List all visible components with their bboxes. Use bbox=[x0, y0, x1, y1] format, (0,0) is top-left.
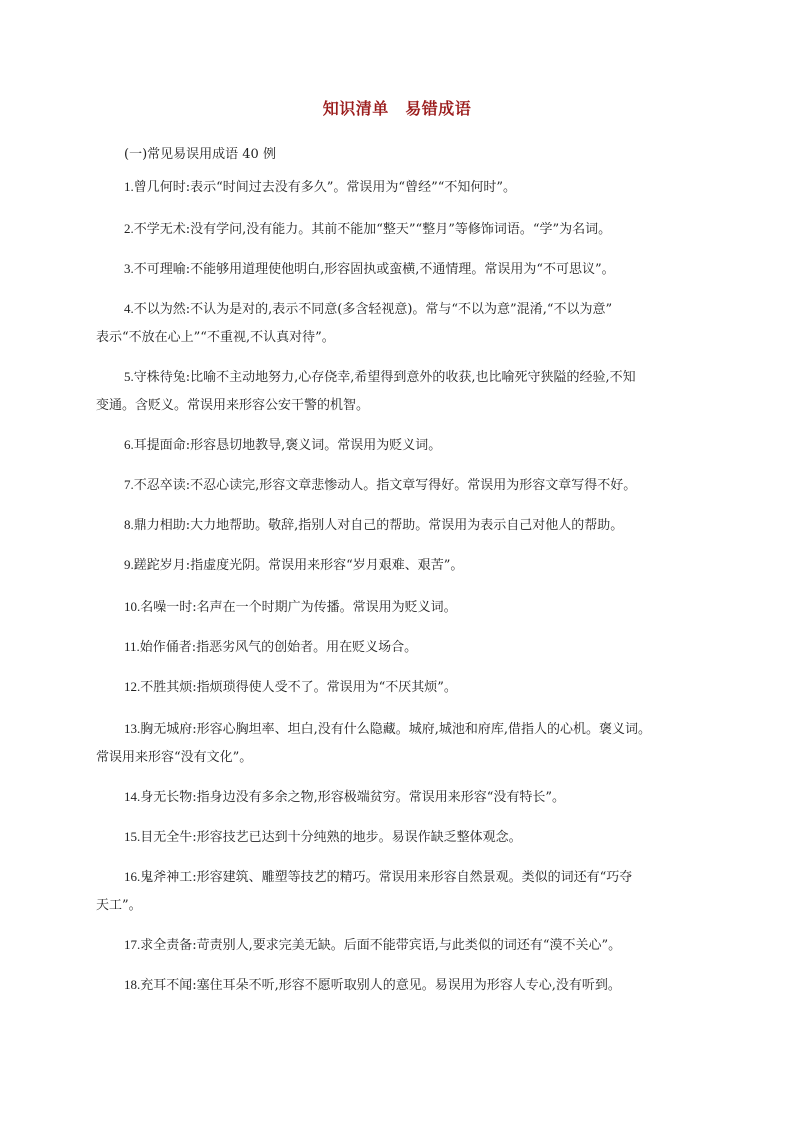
entry-number: 17. bbox=[124, 937, 141, 952]
idiom-entry bbox=[124, 594, 684, 621]
entry-number: 2. bbox=[124, 221, 134, 236]
idiom-entry bbox=[96, 864, 684, 919]
entry-text: 鬼斧神工:形容建筑、雕塑等技艺的精巧。常误用来形容自然景观。类似的词还有“巧夺 bbox=[140, 870, 633, 885]
entry-text: 充耳不闻:塞住耳朵不听,形容不愿听取别人的意见。易误用为形容人专心,没有听到。 bbox=[140, 978, 621, 993]
idiom-entry bbox=[124, 512, 684, 539]
entry-line bbox=[124, 932, 684, 959]
idiom-entry bbox=[124, 932, 684, 959]
entry-line bbox=[124, 364, 684, 391]
entry-text: 蹉跎岁月:指虚度光阴。常误用来形容“岁月艰难、艰苦”。 bbox=[133, 558, 464, 573]
entry-line bbox=[124, 472, 684, 499]
idiom-entry bbox=[124, 634, 684, 661]
entry-number: 3. bbox=[124, 261, 134, 276]
entry-number: 6. bbox=[124, 437, 134, 452]
entry-line bbox=[124, 864, 684, 891]
entry-number: 8. bbox=[124, 517, 134, 532]
entry-text: 鼎力相助:大力地帮助。敬辞,指别人对自己的帮助。常误用为表示自己对他人的帮助。 bbox=[133, 518, 624, 533]
idiom-entry bbox=[124, 674, 684, 701]
entry-line bbox=[124, 216, 684, 243]
idiom-entry bbox=[124, 432, 684, 459]
entry-text: 不以为然:不认为是对的,表示不同意(多含轻视意)。常与“不以为意”混淆,“不以为意” bbox=[133, 302, 613, 317]
entry-number: 12. bbox=[124, 679, 141, 694]
entry-text: 求全责备:苛责别人,要求完美无缺。后面不能带宾语,与此类似的词还有“漠不关心”。 bbox=[140, 938, 622, 953]
entry-line bbox=[124, 512, 684, 539]
entry-text: 曾几何时:表示“时间过去没有多久”。常误用为“曾经”“不知何时”。 bbox=[133, 180, 517, 195]
entry-text: 始作俑者:指恶劣风气的创始者。用在贬义场合。 bbox=[139, 640, 418, 655]
entry-continuation: 常误用来形容“没有文化”。 bbox=[96, 750, 253, 765]
idiom-entry bbox=[124, 784, 684, 811]
entry-number: 4. bbox=[124, 301, 134, 316]
section-heading: (一)常见易误用成语 40 例 bbox=[124, 147, 276, 162]
entry-number: 9. bbox=[124, 557, 134, 572]
entry-number: 15. bbox=[124, 829, 141, 844]
entry-number: 5. bbox=[124, 369, 134, 384]
entry-number: 10. bbox=[124, 599, 141, 614]
entry-text: 不可理喻:不能够用道理使他明白,形容固执或蛮横,不通情理。常误用为“不可思议”。 bbox=[133, 262, 615, 277]
entry-text: 耳提面命:形容恳切地教导,褒义词。常误用为贬义词。 bbox=[133, 438, 442, 453]
entry-line bbox=[124, 432, 684, 459]
entry-text: 不学无术:没有学问,没有能力。其前不能加“整天”“整月”等修饰词语。“学”为名词。 bbox=[133, 222, 612, 237]
entry-number: 18. bbox=[124, 977, 141, 992]
entry-line bbox=[124, 174, 684, 201]
entry-number: 16. bbox=[124, 869, 141, 884]
entry-text: 胸无城府:形容心胸坦率、坦白,没有什么隐藏。城府,城池和府库,借指人的心机。褒义词。 bbox=[140, 722, 652, 737]
entry-text: 不忍卒读:不忍心读完,形容文章悲惨动人。指文章写得好。常误用为形容文章写得不好。 bbox=[133, 478, 637, 493]
entry-line bbox=[124, 824, 684, 851]
entry-number: 13. bbox=[124, 721, 141, 736]
entry-line bbox=[124, 594, 684, 621]
entry-line bbox=[124, 972, 684, 999]
entry-line bbox=[124, 256, 684, 283]
entry-continuation: 变通。含贬义。常误用来形容公安干警的机智。 bbox=[96, 398, 370, 413]
idiom-entry bbox=[124, 174, 684, 201]
entry-continuation: 天工”。 bbox=[96, 898, 142, 913]
entry-number: 1. bbox=[124, 179, 134, 194]
page-title: 知识清单 易错成语 bbox=[322, 99, 472, 118]
idiom-entry bbox=[124, 256, 684, 283]
idiom-entry bbox=[124, 216, 684, 243]
idiom-entry bbox=[96, 364, 684, 419]
entry-number: 11. bbox=[124, 639, 140, 654]
entry-line bbox=[124, 296, 684, 323]
idiom-entry bbox=[124, 824, 684, 851]
entry-line bbox=[124, 784, 684, 811]
idiom-entry bbox=[96, 716, 684, 771]
idiom-entry bbox=[124, 552, 684, 579]
entry-text: 目无全牛:形容技艺已达到十分纯熟的地步。易误作缺乏整体观念。 bbox=[140, 830, 522, 845]
idiom-entry bbox=[124, 972, 684, 999]
entry-line bbox=[124, 552, 684, 579]
entry-text: 守株待兔:比喻不主动地努力,心存侥幸,希望得到意外的收获,也比喻死守狭隘的经验,不知 bbox=[133, 370, 636, 385]
idiom-entry bbox=[124, 472, 684, 499]
entry-number: 7. bbox=[124, 477, 134, 492]
entry-line bbox=[124, 716, 684, 743]
entry-text: 不胜其烦:指烦琐得使人受不了。常误用为“不厌其烦”。 bbox=[140, 680, 457, 695]
entry-line bbox=[124, 634, 684, 661]
entry-text: 身无长物:指身边没有多余之物,形容极端贫穷。常误用来形容“没有特长”。 bbox=[140, 790, 566, 805]
entry-line bbox=[124, 674, 684, 701]
entry-number: 14. bbox=[124, 789, 141, 804]
idiom-entry bbox=[96, 296, 684, 351]
entry-text: 名噪一时:名声在一个时期广为传播。常误用为贬义词。 bbox=[140, 600, 457, 615]
entry-continuation: 表示“不放在心上”“不重视,不认真对待”。 bbox=[96, 330, 335, 345]
